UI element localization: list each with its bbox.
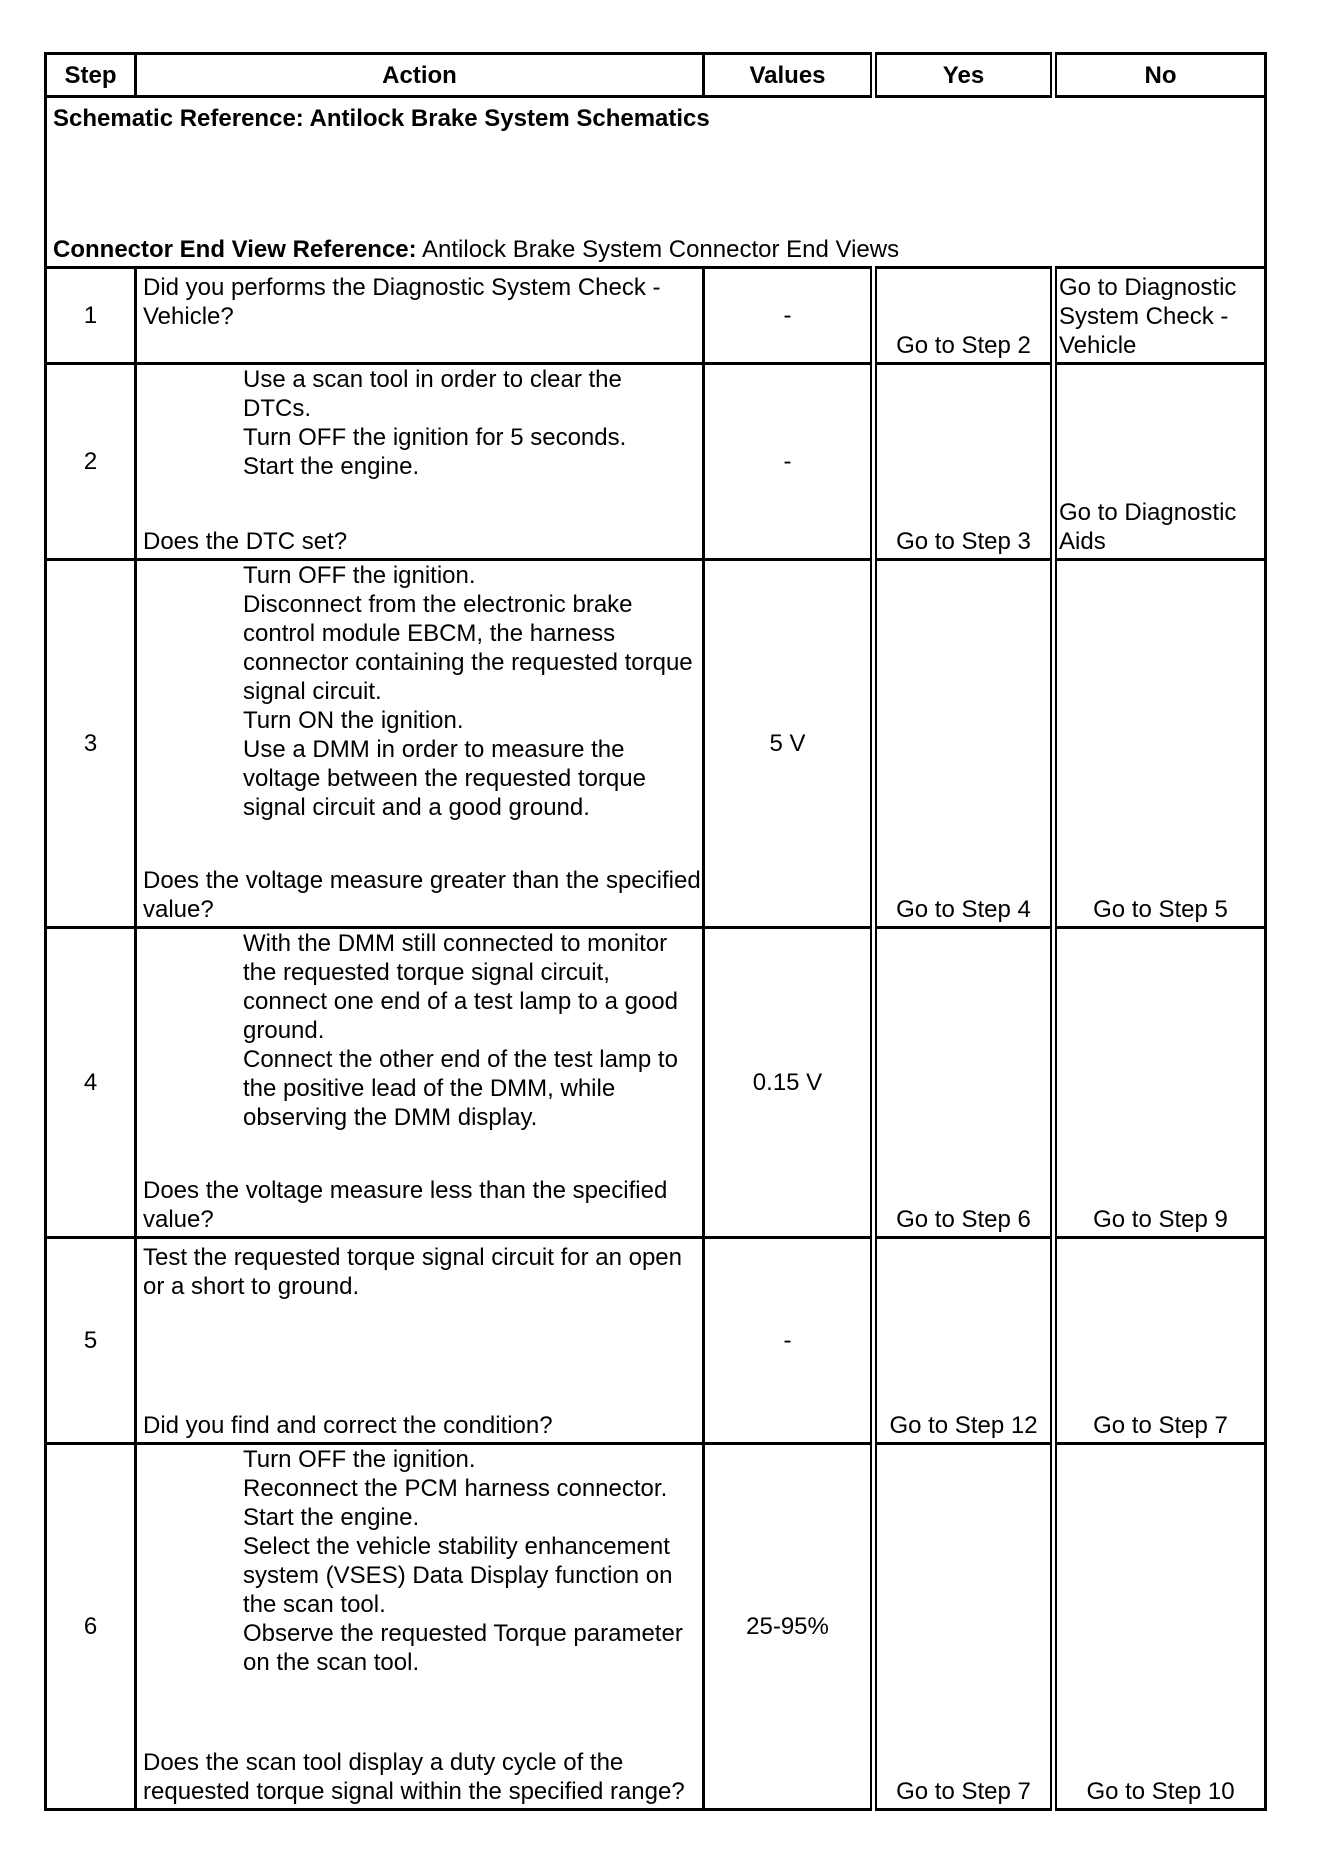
action-question: Does the DTC set? bbox=[143, 528, 348, 555]
schematic-reference: Schematic Reference: Antilock Brake System Schematics bbox=[53, 105, 710, 132]
action-step: Reconnect the PCM harness connector. bbox=[243, 1475, 668, 1502]
action-steps bbox=[143, 365, 696, 481]
action-cell bbox=[136, 928, 704, 1238]
value-cell: - bbox=[704, 268, 874, 364]
value-cell: - bbox=[704, 1238, 874, 1444]
table-row bbox=[46, 928, 1266, 1238]
action-question: Did you find and correct the condition? bbox=[143, 1412, 553, 1439]
action-step: Turn ON the ignition. bbox=[243, 707, 464, 734]
step-number: 5 bbox=[46, 1238, 136, 1444]
connector-reference bbox=[53, 235, 899, 264]
yes-cell: Go to Step 3 bbox=[874, 364, 1054, 560]
no-cell: Go to Step 10 bbox=[1054, 1444, 1266, 1810]
action-cell bbox=[136, 268, 704, 364]
no-cell: Go to Step 5 bbox=[1054, 560, 1266, 928]
action-step: Turn OFF the ignition for 5 seconds. bbox=[243, 424, 627, 451]
step-number: 3 bbox=[46, 560, 136, 928]
action-step: Start the engine. bbox=[243, 1504, 420, 1531]
value-cell: 0.15 V bbox=[704, 928, 874, 1238]
connector-reference-value: Antilock Brake System Connector End Views bbox=[422, 236, 900, 263]
value-cell: 25-95% bbox=[704, 1444, 874, 1810]
step-number: 4 bbox=[46, 928, 136, 1238]
yes-cell: Go to Step 2 bbox=[874, 268, 1054, 364]
value-cell: - bbox=[704, 364, 874, 560]
action-steps bbox=[143, 929, 696, 1132]
action-step: Observe the requested Torque parameter on the scan tool. bbox=[243, 1620, 683, 1676]
action-text: Did you performs the Diagnostic System Check - Vehicle? bbox=[143, 274, 661, 330]
action-step: Connect the other end of the test lamp to the positive lead of the DMM, while observing the DMM display. bbox=[243, 1046, 678, 1131]
table-row bbox=[46, 560, 1266, 928]
action-text: Test the requested torque signal circuit for an open or a short to ground. bbox=[143, 1244, 682, 1300]
action-step: Use a scan tool in order to clear the DTCs. bbox=[243, 366, 622, 422]
reference-row bbox=[46, 97, 1266, 268]
action-step: Turn OFF the ignition. bbox=[243, 562, 476, 589]
diagnostic-table bbox=[44, 52, 1267, 1811]
action-steps bbox=[143, 561, 696, 822]
step-number: 1 bbox=[46, 268, 136, 364]
action-question: Does the scan tool display a duty cycle of the requested torque signal within the specified range? bbox=[143, 1749, 685, 1805]
no-cell: Go to Step 9 bbox=[1054, 928, 1266, 1238]
action-step: Disconnect from the electronic brake control module EBCM, the harness connector containing the requested torque signal circuit. bbox=[243, 591, 693, 705]
action-question: Does the voltage measure less than the specified value? bbox=[143, 1177, 668, 1233]
action-cell bbox=[136, 364, 704, 560]
table-row bbox=[46, 1238, 1266, 1444]
no-cell: Go to Step 7 bbox=[1054, 1238, 1266, 1444]
action-step: With the DMM still connected to monitor the requested torque signal circuit, connect one end of a test lamp to a good ground. bbox=[243, 930, 678, 1044]
action-question: Does the voltage measure greater than the specified value? bbox=[143, 867, 701, 923]
header-yes: Yes bbox=[874, 54, 1054, 97]
action-step: Start the engine. bbox=[243, 453, 420, 480]
step-number: 2 bbox=[46, 364, 136, 560]
action-step: Use a DMM in order to measure the voltage between the requested torque signal circuit and a good ground. bbox=[243, 736, 646, 821]
action-steps bbox=[143, 1445, 696, 1677]
yes-cell: Go to Step 12 bbox=[874, 1238, 1054, 1444]
action-cell bbox=[136, 560, 704, 928]
header-no: No bbox=[1054, 54, 1266, 97]
header-action: Action bbox=[136, 54, 704, 97]
yes-cell: Go to Step 6 bbox=[874, 928, 1054, 1238]
no-cell: Go to Diagnostic System Check - Vehicle bbox=[1054, 268, 1266, 364]
reference-cell bbox=[46, 97, 1266, 268]
value-cell: 5 V bbox=[704, 560, 874, 928]
no-cell: Go to Diagnostic Aids bbox=[1054, 364, 1266, 560]
action-step: Select the vehicle stability enhancement system (VSES) Data Display function on the scan tool. bbox=[243, 1533, 673, 1618]
action-step: Turn OFF the ignition. bbox=[243, 1446, 476, 1473]
header-values: Values bbox=[704, 54, 874, 97]
table-row bbox=[46, 1444, 1266, 1810]
action-cell bbox=[136, 1444, 704, 1810]
header-row bbox=[46, 54, 1266, 97]
action-cell bbox=[136, 1238, 704, 1444]
diagnostic-document bbox=[44, 52, 1264, 1811]
table-row bbox=[46, 364, 1266, 560]
step-number: 6 bbox=[46, 1444, 136, 1810]
yes-cell: Go to Step 4 bbox=[874, 560, 1054, 928]
connector-reference-label: Connector End View Reference: bbox=[53, 236, 417, 263]
yes-cell: Go to Step 7 bbox=[874, 1444, 1054, 1810]
table-row bbox=[46, 268, 1266, 364]
header-step: Step bbox=[46, 54, 136, 97]
